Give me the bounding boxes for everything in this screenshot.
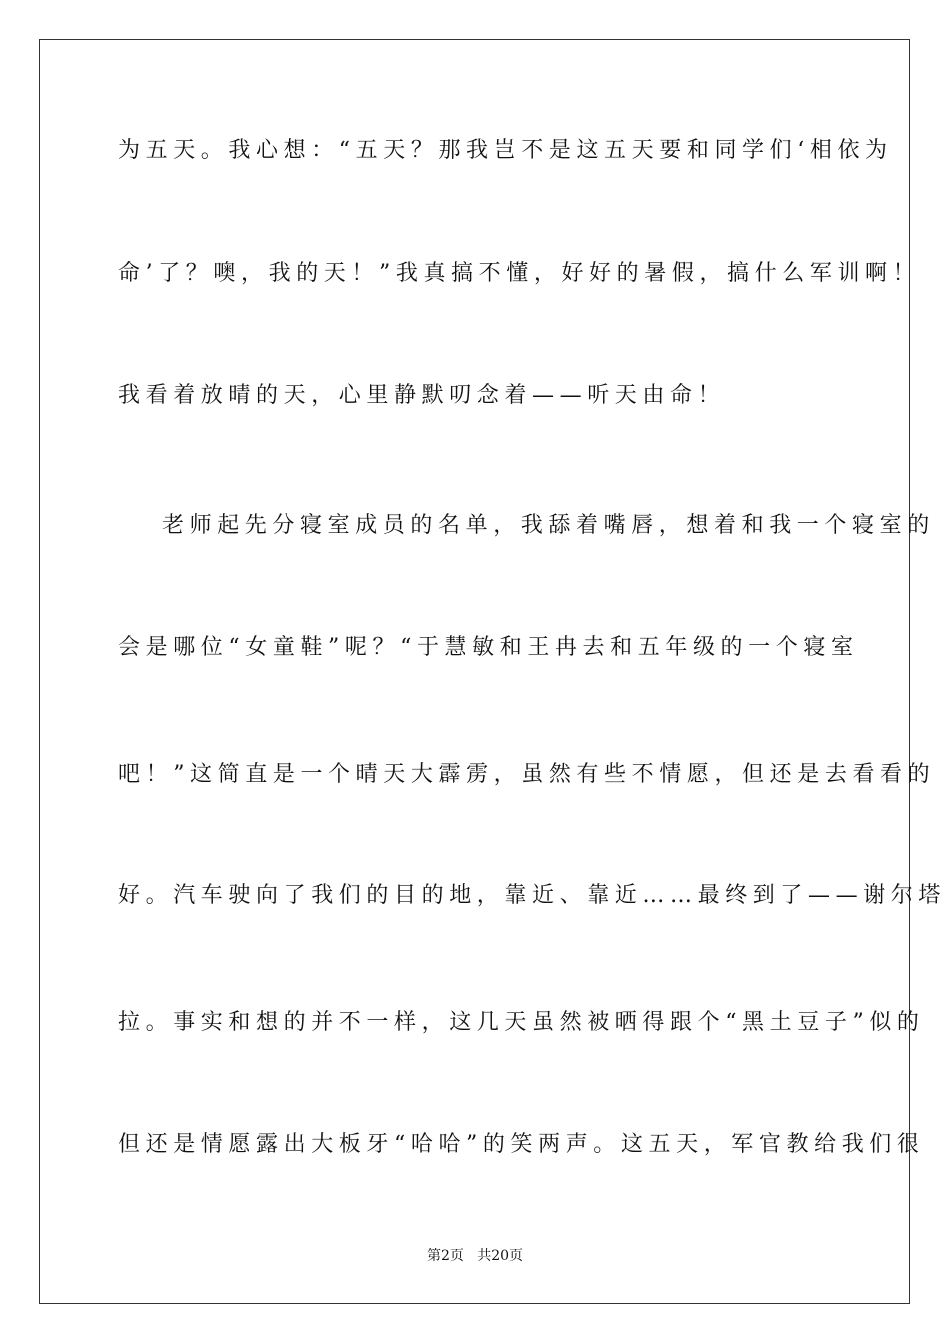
text-line-1: 为五天。我心想：“五天？那我岂不是这五天要和同学们‘相依为 — [118, 138, 893, 163]
page-border — [39, 39, 947, 1304]
text-line-2: 命’了？噢，我的天！”我真搞不懂，好好的暑假，搞什么军训啊！ — [118, 261, 921, 286]
paragraph-2-line-1: 老师起先分寝室成员的名单，我舔着嘴唇，想着和我一个寝室的 — [162, 513, 935, 538]
text-line-9: 但还是情愿露出大板牙“哈哈”的笑两声。这五天，军官教给我们很 — [118, 1132, 925, 1157]
text-line-5: 会是哪位“女童鞋”呢？“于慧敏和王冉去和五年级的一个寝室 — [118, 635, 859, 660]
text-line-8: 拉。事实和想的并不一样，这几天虽然被晒得跟个“黑土豆子”似的 — [118, 1010, 925, 1035]
page-number-footer: 第2页 共20页 — [426, 1248, 524, 1264]
text-line-3: 我看着放晴的天，心里静默叨念着——听天由命！ — [118, 383, 726, 408]
text-line-6: 吧！”这简直是一个晴天大霹雳，虽然有些不情愿，但还是去看看的 — [118, 762, 936, 787]
text-line-7: 好。汽车驶向了我们的目的地，靠近、靠近……最终到了——谢尔塔 — [118, 883, 947, 908]
